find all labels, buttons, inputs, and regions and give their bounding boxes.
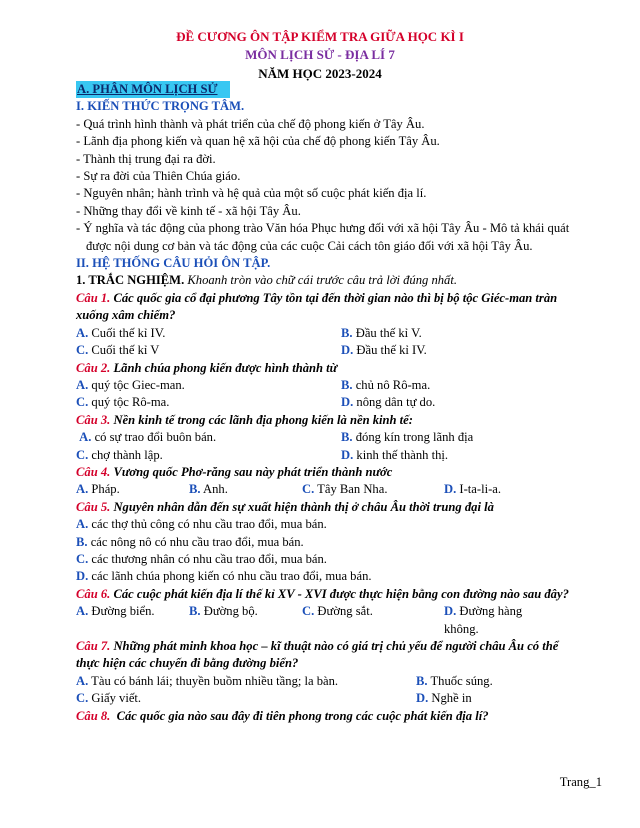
option-text: có sự trao đổi buôn bán. [94, 430, 217, 445]
option-b[interactable] [341, 325, 422, 342]
option-letter: D. [76, 569, 89, 584]
option-text: Đường hàng không. [444, 604, 523, 636]
option-c[interactable] [76, 342, 341, 359]
question-number: Câu 1. [76, 290, 111, 305]
option-d[interactable] [341, 394, 435, 411]
option-letter: B. [189, 604, 201, 619]
option-letter: D. [444, 482, 457, 497]
option-text: chợ thành lập. [91, 447, 163, 462]
option-letter: D. [444, 604, 457, 619]
option-letter: D. [341, 343, 354, 358]
option-text: Đầu thế kỉ V. [355, 325, 422, 340]
options-row [76, 673, 576, 690]
option-text: Giấy viết. [91, 691, 142, 706]
option-b[interactable] [189, 603, 302, 638]
multiple-choice-heading [76, 272, 576, 289]
option-text: Tàu có bánh lái; thuyền buồm nhiều tầng; la bàn. [91, 673, 339, 688]
option-a[interactable] [76, 429, 341, 446]
question-number: Câu 4. [76, 464, 111, 479]
option-text: các nông nô có nhu cầu trao đổi, mua bán. [90, 534, 304, 549]
options-row [76, 481, 576, 498]
question-text: Những phát minh khoa học – kĩ thuật nào có giá trị chủ yếu để người châu Âu có thể thực hiện các chuyến đi bằng đường biển? [76, 639, 559, 671]
page-number: Trang_1 [559, 775, 602, 789]
subject-title: MÔN LỊCH SỬ - ĐỊA LÍ 7 [245, 47, 395, 62]
option-c[interactable] [76, 394, 341, 411]
option-letter: B. [341, 325, 353, 340]
list-item: - Quá trình hình thành và phát triển của chế độ phong kiến ở Tây Âu. [76, 116, 425, 131]
list-item: - Sự ra đời của Thiên Chúa giáo. [76, 169, 241, 184]
option-d[interactable] [76, 568, 576, 585]
option-text: Tây Ban Nha. [317, 482, 388, 497]
option-letter: A. [76, 604, 89, 619]
question-number: Câu 6. [76, 586, 111, 601]
option-letter: D. [341, 395, 354, 410]
option-text: nông dân tự do. [356, 395, 436, 410]
option-text: Pháp. [91, 482, 120, 497]
option-text: Đường sắt. [317, 604, 373, 619]
question-text: Các cuộc phát kiến địa lí thế kỉ XV - XVI được thực hiện bằng con đường nào sau đây? [113, 586, 569, 601]
part1-heading: I. KIẾN THỨC TRỌNG TÂM. [76, 99, 245, 114]
option-c[interactable] [302, 603, 444, 638]
option-c[interactable] [302, 481, 444, 498]
option-d[interactable] [341, 447, 448, 464]
option-a[interactable] [76, 603, 189, 638]
options-row [76, 447, 576, 464]
option-a[interactable] [76, 516, 576, 533]
options-row [76, 603, 576, 638]
question-text: Nền kinh tế trong các lãnh địa phong kiến là nền kinh tế: [113, 412, 413, 427]
option-a[interactable] [76, 325, 341, 342]
option-letter: C. [302, 604, 315, 619]
option-text: đóng kín trong lãnh địa [355, 430, 474, 445]
question-number: Câu 8. [76, 708, 111, 723]
option-text: Cuối thế kỉ V [91, 343, 160, 358]
option-text: quý tộc Rô-ma. [91, 395, 170, 410]
options-row [76, 377, 576, 394]
list-item: - Thành thị trung đại ra đời. [76, 151, 216, 166]
question-5 [76, 499, 576, 516]
option-a[interactable] [76, 377, 341, 394]
option-b[interactable] [341, 377, 430, 394]
mc-title: 1. TRẮC NGHIỆM. [76, 273, 185, 288]
part2-heading: II. HỆ THỐNG CÂU HỎI ÔN TẬP. [76, 256, 271, 271]
question-2 [76, 360, 576, 377]
option-text: Thuốc súng. [430, 673, 493, 688]
options-row [76, 394, 576, 411]
option-b[interactable] [189, 481, 302, 498]
list-item: - Những thay đổi về kinh tế - xã hội Tây Âu. [76, 203, 301, 218]
option-letter: C. [302, 482, 315, 497]
question-text: Lãnh chúa phong kiến được hình thành từ [113, 360, 338, 375]
question-8 [76, 708, 576, 725]
option-a[interactable] [76, 481, 189, 498]
question-4 [76, 464, 576, 481]
question-text: Vương quốc Phơ-răng sau này phát triển thành nước [113, 464, 393, 479]
option-text: các lãnh chúa phong kiến có nhu cầu trao đổi, mua bán. [91, 569, 372, 584]
question-text: Các quốc gia cổ đại phương Tây tồn tại đến thời gian nào thì bị bộ tộc Giéc-man tràn xuống xâm chiếm? [76, 290, 558, 323]
option-text: Nghề in [431, 691, 472, 706]
question-number: Câu 3. [76, 412, 111, 427]
option-d[interactable] [444, 481, 557, 498]
section-a-heading: A. PHÂN MÔN LỊCH SỬ [76, 81, 230, 98]
option-c[interactable] [76, 551, 576, 568]
option-text: I-ta-li-a. [459, 482, 502, 497]
school-year: NĂM HỌC 2023-2024 [258, 66, 382, 81]
document-title: ĐỀ CƯƠNG ÔN TẬP KIỂM TRA GIỮA HỌC KÌ I [176, 29, 464, 44]
option-d[interactable] [444, 603, 557, 638]
option-letter: A. [76, 482, 89, 497]
options-row [76, 429, 576, 446]
question-number: Câu 5. [76, 499, 111, 514]
option-letter: A. [79, 430, 92, 445]
option-letter: C. [76, 447, 89, 462]
option-letter: C. [76, 395, 89, 410]
mc-instruction: Khoanh tròn vào chữ cái trước câu trả lời đúng nhất. [187, 273, 457, 288]
option-c[interactable] [76, 447, 341, 464]
option-letter: B. [189, 482, 201, 497]
option-b[interactable] [416, 673, 493, 690]
option-d[interactable] [341, 342, 427, 359]
option-letter: A. [76, 325, 89, 340]
question-text: Nguyên nhân dẫn đến sự xuất hiện thành thị ở châu Âu thời trung đại là [113, 499, 494, 514]
option-text: Anh. [203, 482, 228, 497]
option-letter: C. [76, 551, 89, 566]
option-letter: B. [341, 377, 353, 392]
option-text: kinh thế thành thị. [356, 447, 449, 462]
question-1 [76, 290, 576, 325]
option-letter: C. [76, 691, 89, 706]
option-c[interactable] [76, 690, 416, 707]
option-letter: B. [76, 534, 88, 549]
option-letter: B. [416, 673, 428, 688]
option-text: Cuối thế kỉ IV. [91, 325, 166, 340]
list-item: - Lãnh địa phong kiến và quan hệ xã hội của chế độ phong kiến Tây Âu. [76, 134, 440, 149]
option-b[interactable] [341, 429, 473, 446]
option-text: Đường bộ. [203, 604, 258, 619]
option-letter: A. [76, 673, 89, 688]
option-letter: D. [416, 691, 429, 706]
option-letter: D. [341, 447, 354, 462]
question-7 [76, 638, 576, 673]
list-item: - Ý nghĩa và tác động của phong trào Văn hóa Phục hưng đối với xã hội Tây Âu - Mô tả khái quát được nội dung cơ bản và tác động của các cuộc Cải cách tôn giáo đối với xã hội Tây Âu. [76, 221, 570, 253]
option-letter: A. [76, 517, 89, 532]
option-a[interactable] [76, 673, 416, 690]
option-text: Đường biển. [91, 604, 155, 619]
options-row [76, 690, 576, 707]
question-3 [76, 412, 576, 429]
option-letter: B. [341, 430, 353, 445]
option-text: các thợ thủ công có nhu cầu trao đổi, mua bán. [91, 517, 327, 532]
option-letter: A. [76, 377, 89, 392]
question-number: Câu 2. [76, 360, 111, 375]
option-text: quý tộc Giec-man. [91, 377, 185, 392]
option-text: Đầu thế kỉ IV. [356, 343, 427, 358]
list-item: - Nguyên nhân; hành trình và hệ quả của một số cuộc phát kiến địa lí. [76, 186, 427, 201]
question-number: Câu 7. [76, 639, 111, 653]
options-row [76, 325, 576, 342]
option-text: các thương nhân có nhu cầu trao đổi, mua bán. [91, 551, 327, 566]
document-body [76, 80, 576, 725]
question-text: Các quốc gia nào sau đây đi tiên phong trong các cuộc phát kiến địa lí? [116, 708, 489, 723]
options-row [76, 342, 576, 359]
option-b[interactable] [76, 534, 576, 551]
question-6 [76, 586, 576, 603]
option-letter: C. [76, 343, 89, 358]
option-d[interactable] [416, 690, 472, 707]
option-text: chủ nô Rô-ma. [355, 377, 431, 392]
